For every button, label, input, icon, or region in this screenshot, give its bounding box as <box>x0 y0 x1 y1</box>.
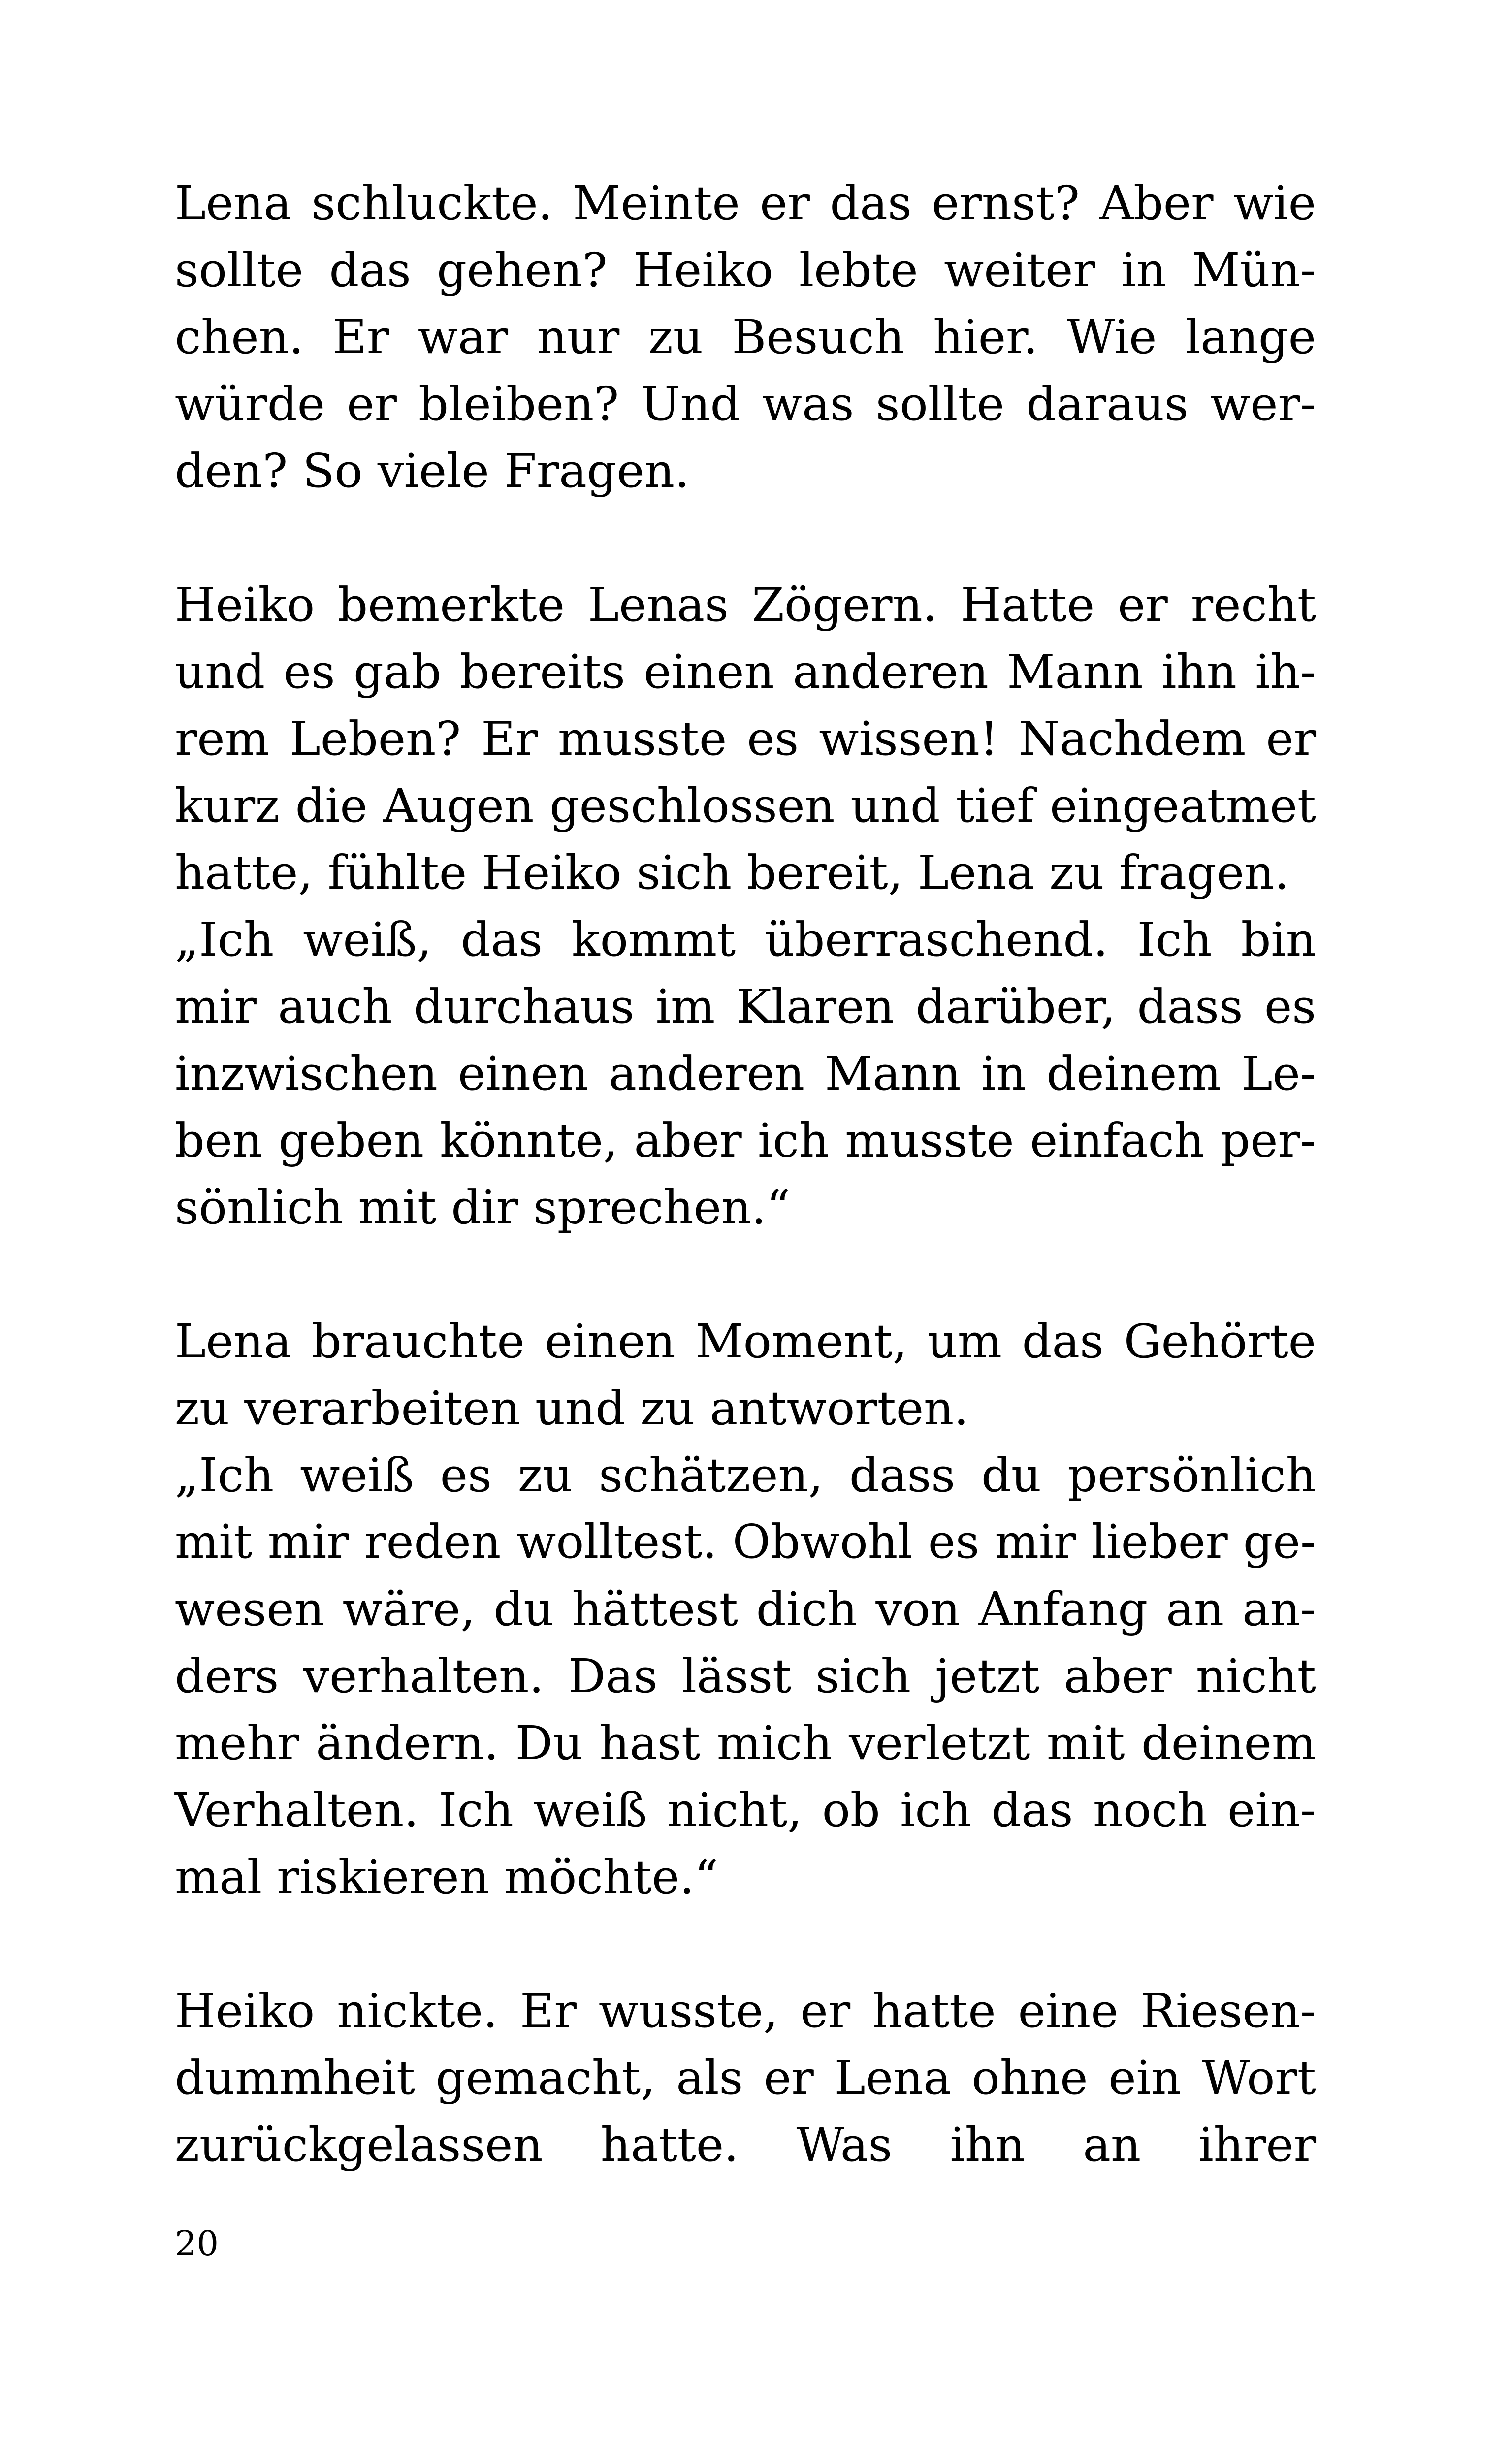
text-line: ben geben könnte, aber ich musste einfach per- <box>175 1114 1316 1168</box>
text-line: rem Leben? Er musste es wissen! Nachdem er <box>175 712 1316 766</box>
text-line: Lena schluckte. Meinte er das ernst? Aber wie <box>175 176 1316 230</box>
text-line: chen. Er war nur zu Besuch hier. Wie lange <box>175 310 1316 364</box>
page-number: 20 <box>175 2223 219 2264</box>
text-line: kurz die Augen geschlossen und tief eingeatmet <box>175 779 1316 833</box>
text-line: zurückgelassen hatte. Was ihn an ihrer <box>175 2118 1316 2172</box>
text-line: Heiko nickte. Er wusste, er hatte eine Riesen- <box>175 1984 1316 2038</box>
paragraph-4 <box>175 1978 1316 2179</box>
text-line: mehr ändern. Du hast mich verletzt mit deinem <box>175 1716 1316 1770</box>
text-line: Lena brauchte einen Moment, um das Gehörte <box>175 1315 1316 1369</box>
text-line: dummheit gemacht, als er Lena ohne ein Wort <box>175 2051 1316 2105</box>
text-line: mir auch durchaus im Klaren darüber, dass es <box>175 980 1316 1034</box>
body-text <box>175 170 1316 2246</box>
text-line: „Ich weiß, das kommt überraschend. Ich bin <box>175 913 1316 967</box>
text-line: und es gab bereits einen anderen Mann ihn ih- <box>175 645 1316 699</box>
paragraph-1 <box>175 170 1316 505</box>
text-line: hatte, fühlte Heiko sich bereit, Lena zu fragen. <box>175 846 1289 900</box>
text-line: wesen wäre, du hättest dich von Anfang an an- <box>175 1582 1316 1637</box>
text-line: inzwischen einen anderen Mann in deinem Le- <box>175 1047 1316 1101</box>
text-line: mit mir reden wolltest. Obwohl es mir lieber ge- <box>175 1515 1316 1569</box>
text-line: mal riskieren möchte.“ <box>175 1850 718 1904</box>
text-line: den? So viele Fragen. <box>175 444 690 498</box>
text-line: sönlich mit dir sprechen.“ <box>175 1181 790 1235</box>
paragraph-2 <box>175 572 1316 1241</box>
paragraph-3 <box>175 1308 1316 1911</box>
text-line: „Ich weiß es zu schätzen, dass du persönlich <box>175 1448 1316 1503</box>
text-line: Heiko bemerkte Lenas Zögern. Hatte er recht <box>175 578 1316 632</box>
text-line: Verhalten. Ich weiß nicht, ob ich das noch ein- <box>175 1783 1316 1837</box>
text-line: würde er bleiben? Und was sollte daraus wer- <box>175 377 1316 431</box>
text-line: sollte das gehen? Heiko lebte weiter in Mün- <box>175 243 1316 297</box>
text-line: ders verhalten. Das lässt sich jetzt aber nicht <box>175 1649 1316 1704</box>
text-line: zu verarbeiten und zu antworten. <box>175 1382 969 1436</box>
